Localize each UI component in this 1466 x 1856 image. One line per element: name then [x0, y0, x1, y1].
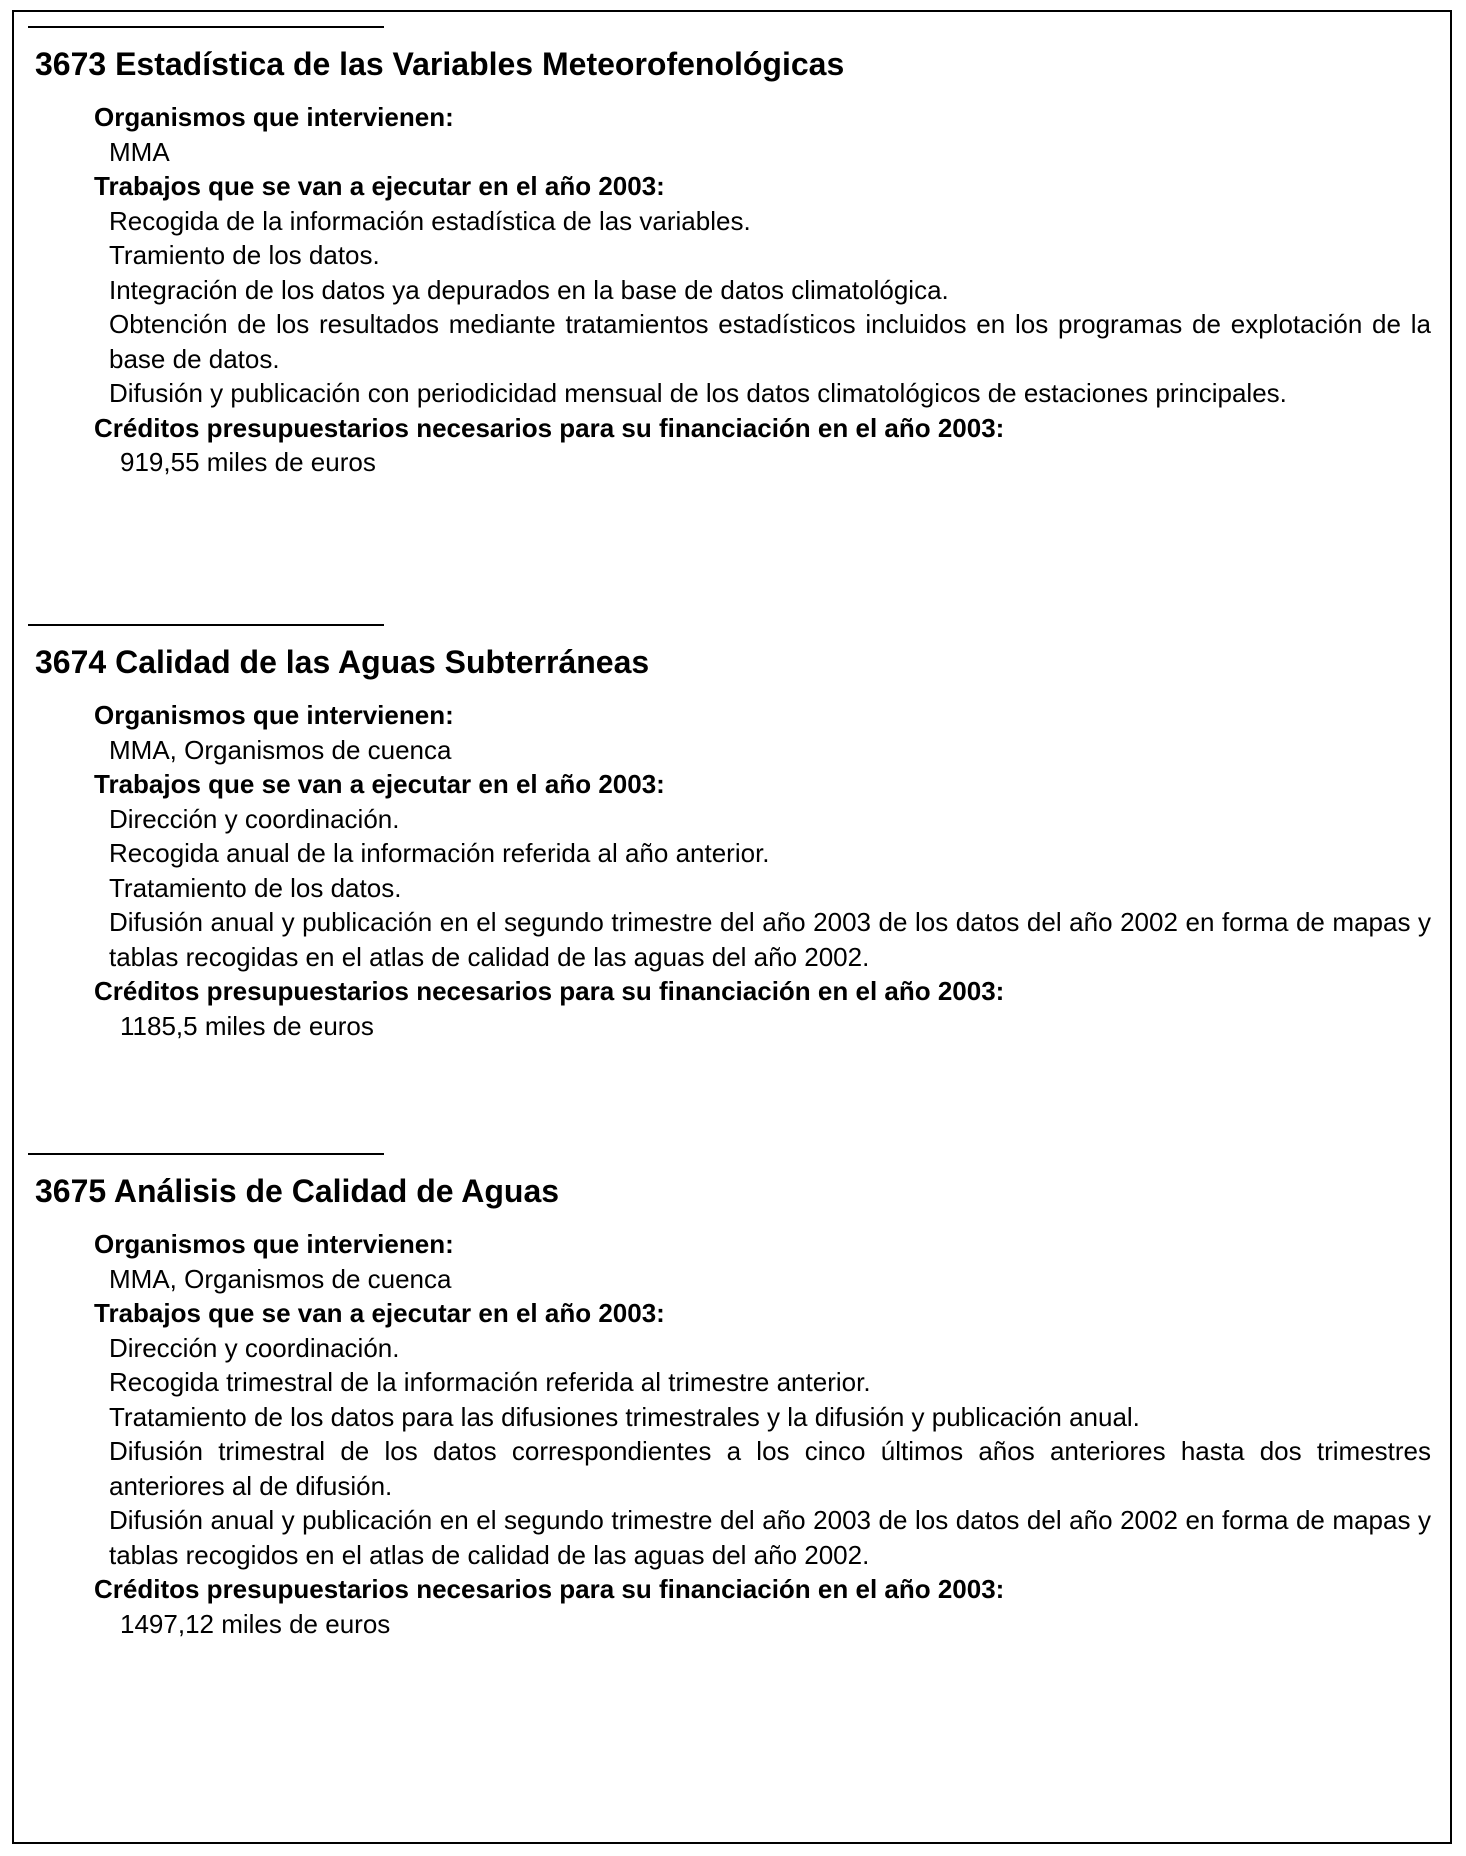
creditos-value: 1185,5 miles de euros	[120, 1010, 374, 1041]
section-rule	[28, 1153, 384, 1155]
creditos-label: Créditos presupuestarios necesarios para su financiación en el año 2003:	[94, 1574, 1005, 1604]
section-title: 3675 Análisis de Calidad de Aguas	[35, 1173, 560, 1209]
creditos-label: Créditos presupuestarios necesarios para su financiación en el año 2003:	[94, 412, 1005, 443]
trabajo-item: Dirección y coordinación.	[109, 1332, 400, 1363]
trabajo-item: Obtención de los resultados mediante tratamientos estadísticos incluidos en los programas de explotación de la base de datos.	[109, 309, 1431, 374]
organismos-value: MMA	[109, 136, 170, 167]
creditos-value: 1497,12 miles de euros	[120, 1608, 391, 1639]
trabajo-item: Integración de los datos ya depurados en la base de datos climatológica.	[109, 274, 949, 305]
trabajo-item: Difusión trimestral de los datos correspondientes a los cinco últimos años anteriores hasta dos trimestres anteriores al de difusión.	[109, 1436, 1431, 1501]
section-title: 3674 Calidad de las Aguas Subterráneas	[35, 644, 650, 680]
trabajo-item: Recogida de la información estadística de las variables.	[109, 205, 751, 236]
trabajo-item: Tratamiento de los datos para las difusiones trimestrales y la difusión y publicación anual.	[109, 1401, 1140, 1432]
trabajos-label: Trabajos que se van a ejecutar en el año 2003:	[94, 769, 665, 799]
creditos-label: Créditos presupuestarios necesarios para su financiación en el año 2003:	[94, 976, 1005, 1006]
trabajo-item: Difusión anual y publicación en el segundo trimestre del año 2003 de los datos del año 2002 en forma de mapas y tablas recogidas en el atlas de calidad de las aguas del año 2002.	[109, 907, 1431, 972]
organismos-label: Organismos que intervienen:	[94, 102, 454, 132]
section-title: 3673 Estadística de las Variables Meteorofenológicas	[35, 46, 845, 82]
section-rule	[28, 624, 384, 626]
organismos-label: Organismos que intervienen:	[94, 700, 454, 730]
section-body	[94, 698, 1431, 1043]
trabajo-item: Recogida anual de la información referida al año anterior.	[109, 838, 770, 868]
trabajo-item: Tramiento de los datos.	[109, 240, 380, 270]
trabajo-item: Recogida trimestral de la información referida al trimestre anterior.	[109, 1367, 871, 1397]
organismos-value: MMA, Organismos de cuenca	[109, 1263, 452, 1294]
trabajos-label: Trabajos que se van a ejecutar en el año 2003:	[94, 1298, 665, 1328]
section-rule	[28, 26, 384, 28]
section-body	[94, 100, 1431, 480]
organismos-label: Organismos que intervienen:	[94, 1229, 454, 1259]
trabajo-item: Difusión anual y publicación en el segundo trimestre del año 2003 de los datos del año 2002 en forma de mapas y tablas recogidos en el atlas de calidad de las aguas del año 2002.	[109, 1505, 1431, 1570]
section-body	[94, 1227, 1431, 1641]
creditos-value: 919,55 miles de euros	[120, 447, 376, 477]
trabajo-item: Dirección y coordinación.	[109, 803, 400, 834]
trabajo-item: Difusión y publicación con periodicidad mensual de los datos climatológicos de estaciones principales.	[109, 378, 1287, 408]
trabajo-item: Tratamiento de los datos.	[109, 872, 402, 903]
organismos-value: MMA, Organismos de cuenca	[109, 734, 452, 765]
trabajos-label: Trabajos que se van a ejecutar en el año 2003:	[94, 171, 665, 201]
